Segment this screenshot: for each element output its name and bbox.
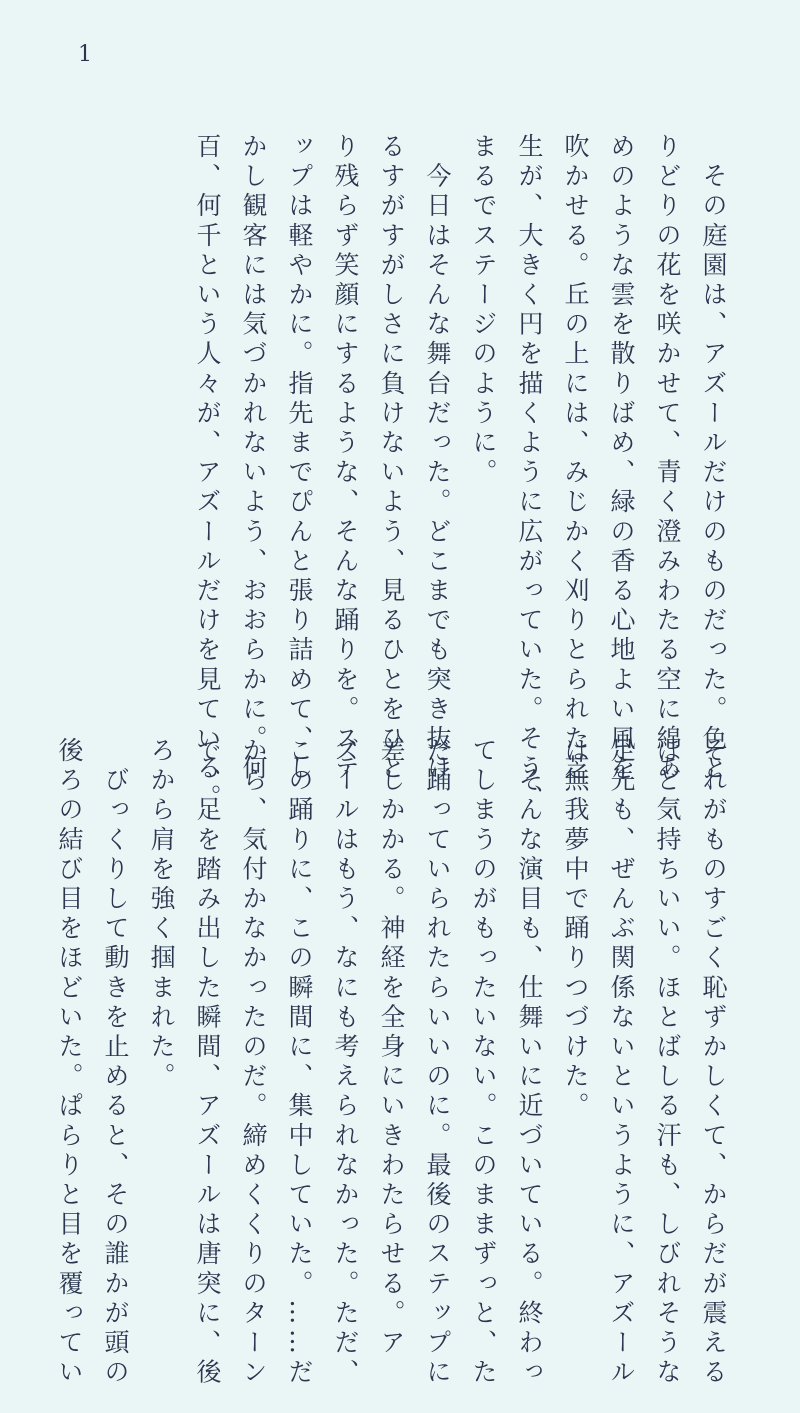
text-line: 後ろの結び目をほどいた。ぱらりと目を覆ってい <box>55 737 84 1389</box>
text-line: かし観客には気づかれないよう、おおらかに。何 <box>239 133 268 785</box>
text-line: り残らず笑顔にするような、そんな踊りを。ステ <box>331 133 360 785</box>
text-line: は無我夢中で踊りつづけた。 <box>561 737 590 1122</box>
text-line: この踊りに、この瞬間に、集中していた。……だ <box>285 737 314 1389</box>
text-line: てしまうのがもったいない。このままずっと、た <box>469 737 498 1389</box>
text-line: 百、何千という人々が、アズールだけを見ている。 <box>193 133 222 814</box>
text-line: 差しかかる。神経を全身にいきわたらせる。ア <box>377 737 406 1359</box>
text-line: まるでステージのように。 <box>469 133 498 489</box>
text-block-top <box>184 133 736 814</box>
text-line: だ踊っていられたらいいのに。最後のステップに <box>423 737 452 1389</box>
text-line: めのような雲を散りばめ、緑の香る心地よい風を <box>607 133 636 785</box>
text-block-bottom <box>46 737 736 1389</box>
text-line: 足先も、ぜんぶ関係ないというように、アズール <box>607 737 636 1389</box>
page-number: 1 <box>78 42 92 67</box>
text-line: ほど気持ちいい。ほとばしる汗も、しびれそうな <box>653 737 682 1389</box>
text-line: ップは軽やかに。指先までぴんと張り詰めて、し <box>285 133 314 785</box>
text-line: ズールはもう、なにも考えられなかった。ただ、 <box>331 737 360 1389</box>
text-line: から、気付かなかったのだ。締めくくりのターン <box>239 737 268 1389</box>
text-line: そんな演目も、仕舞いに近づいている。終わっ <box>515 737 544 1389</box>
text-line: びっくりして動きを止めると、その誰かが頭の <box>101 737 130 1389</box>
text-line: りどりの花を咲かせて、青く澄みわたる空に綿あ <box>653 133 682 785</box>
text-line: 吹かせる。丘の上には、みじかく刈りとられた芝 <box>561 133 590 785</box>
text-line: ろから肩を強く掴まれた。 <box>147 737 176 1093</box>
text-line: で、足を踏み出した瞬間、アズールは唐突に、後 <box>193 737 222 1389</box>
text-line: その庭園は、アズールだけのものだった。色と <box>699 133 728 785</box>
text-line: 生が、大きく円を描くように広がっていた。そう、 <box>515 133 544 814</box>
text-line: 今日はそんな舞台だった。どこまでも突き抜け <box>423 133 452 785</box>
text-line: それがものすごく恥ずかしくて、からだが震える <box>699 737 728 1389</box>
text-line: るすがすがしさに負けないよう、見るひとをひと <box>377 133 406 785</box>
